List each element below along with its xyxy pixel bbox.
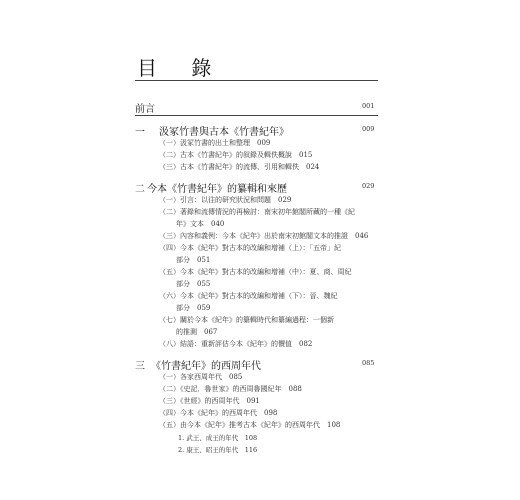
section-entry: （八）結語：重新評估今本《紀年》的價值 082 xyxy=(159,340,313,348)
section-entry: （七）關於今本《紀年》的纂輯時代和纂編過程：一個新 xyxy=(159,316,334,324)
section-entry: （四）今本《紀年》的西周年代 098 xyxy=(159,409,278,417)
section-entry-cont: 部分 059 xyxy=(176,304,211,312)
chapter-page: 009 xyxy=(362,125,375,133)
subsection-entry: 2. 康王、昭王的年代 116 xyxy=(178,446,258,454)
section-entry: （一）引言：以往的研究狀況和問題 029 xyxy=(159,196,292,204)
chapter-title: 《竹書紀年》的西周年代 xyxy=(151,361,261,372)
section-entry: （五）由今本《紀年》推考古本《紀年》的西周年代 108 xyxy=(159,421,341,429)
section-entry-cont: 部分 051 xyxy=(176,256,211,264)
section-entry-cont: 的推測 067 xyxy=(176,328,218,336)
toc-title: 目 錄 xyxy=(137,56,226,80)
section-entry: （三）《世經》的西周年代 091 xyxy=(159,397,260,405)
preface-label: 前言 xyxy=(135,104,155,115)
chapter-page: 029 xyxy=(362,182,375,190)
section-entry: （六）今本《紀年》對古本的改編和增補（下）：晉、魏紀 xyxy=(159,292,338,300)
section-entry: （四）今本《紀年》對古本的改編和增補（上）：「五帝」紀 xyxy=(159,244,341,252)
section-entry: （一）汲冢竹書的出土和整理 009 xyxy=(159,139,271,147)
section-entry: （二）《史記．魯世家》的西周魯國紀年 088 xyxy=(159,385,302,393)
section-entry: （二）古本《竹書紀年》的叙錄及輯佚概說 015 xyxy=(159,151,313,159)
chapter-title: 今本《竹書紀年》的纂輯和來歷 xyxy=(147,184,287,195)
section-entry: （二）著錄和流傳情況的再檢討：南宋初年館閣所藏的一種《紀 xyxy=(159,208,355,216)
chapter-num: 一 xyxy=(135,127,145,138)
title-rule xyxy=(135,80,378,81)
preface-rule xyxy=(135,115,378,116)
preface-page: 001 xyxy=(362,102,375,110)
section-entry: （一）各家西周年代 085 xyxy=(159,373,243,381)
section-entry: （三）內容和義例：今本《紀年》出於南宋初館閣文本的推證 046 xyxy=(159,232,369,240)
section-entry-cont: 年》文本 040 xyxy=(176,220,225,228)
subsection-entry: 1. 武王、成王的年代 108 xyxy=(178,434,258,442)
section-entry: （三）古本《竹書紀年》的流傳、引用和輯佚 024 xyxy=(159,163,320,171)
chapter-title: 汲冢竹書與古本《竹書紀年》 xyxy=(159,127,289,138)
chapter-num: 三 xyxy=(135,361,145,372)
chapter-page: 085 xyxy=(362,359,375,367)
chapter-num: 二 xyxy=(135,184,145,195)
section-entry-cont: 部分 055 xyxy=(176,280,211,288)
section-entry: （五）今本《紀年》對古本的改編和增補（中）：夏、商、周紀 xyxy=(159,268,352,276)
